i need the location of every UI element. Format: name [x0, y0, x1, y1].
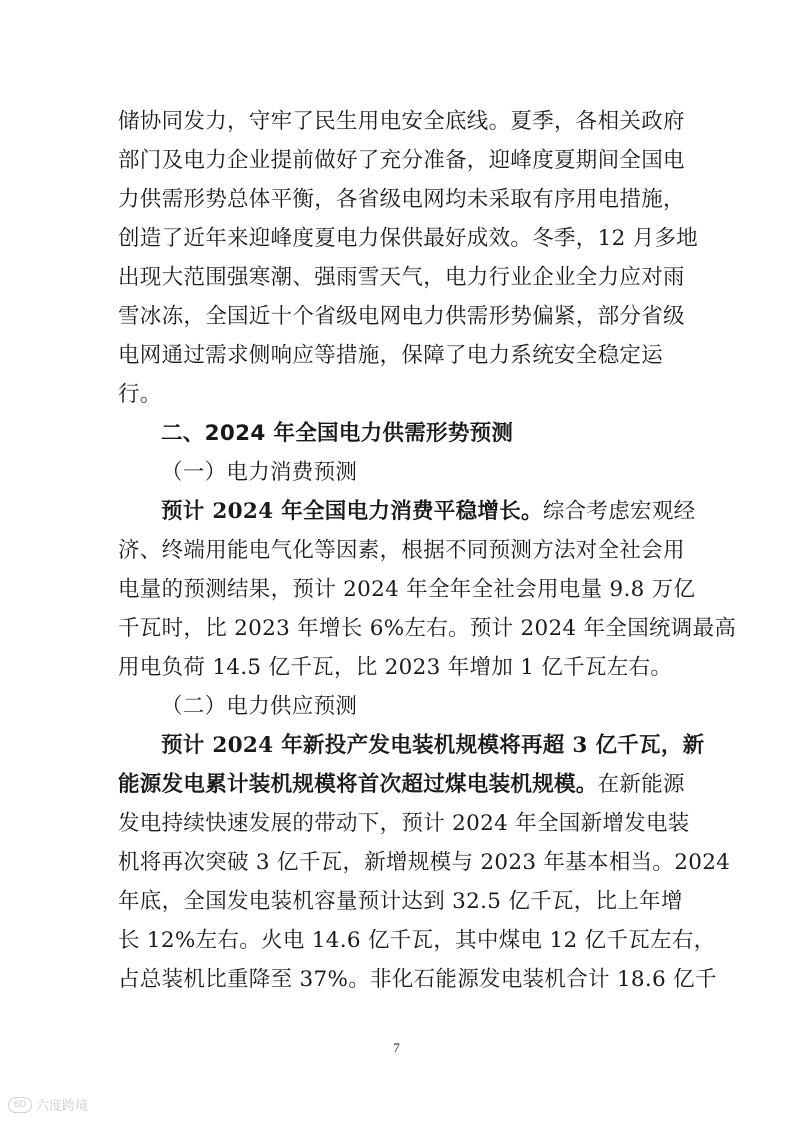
subsection-heading-supply: （二）电力供应预测	[161, 694, 358, 719]
text-fragment: 综合考虑宏观经	[542, 499, 696, 524]
text-line: 出现大范围强寒潮、强雨雪天气，电力行业企业全力应对雨	[118, 265, 685, 290]
text-line: 发电持续快速发展的带动下，预计 2024 年全国新增发电装	[118, 811, 690, 836]
text-line: 部门及电力企业提前做好了充分准备，迎峰度夏期间全国电	[118, 148, 685, 173]
text-line: 电量的预测结果，预计 2024 年全年全社会用电量 9.8 万亿	[118, 577, 696, 602]
text-line: 用电负荷 14.5 亿千瓦，比 2023 年增加 1 亿千瓦左右。	[118, 655, 673, 680]
page-number: 7	[393, 1040, 400, 1055]
key-finding-supply: 预计 2024 年新投产发电装机规模将再超 3 亿千瓦，新	[161, 733, 705, 758]
key-finding-consumption: 预计 2024 年全国电力消费平稳增长。	[161, 499, 543, 524]
text-line: 长 12%左右。火电 14.6 亿千瓦，其中煤电 12 亿千瓦左右，	[118, 928, 716, 953]
text-line	[118, 492, 696, 531]
key-finding-supply-cont: 能源发电累计装机规模将首次超过煤电装机规模。	[118, 772, 598, 797]
text-line: 千瓦时，比 2023 年增长 6%左右。预计 2024 年全国统调最高	[118, 616, 737, 641]
text-line: 创造了近年来迎峰度夏电力保供最好成效。冬季，12 月多地	[118, 226, 699, 251]
text-line: 雪冰冻，全国近十个省级电网电力供需形势偏紧，部分省级	[118, 304, 685, 329]
section-heading: 二、2024 年全国电力供需形势预测	[161, 421, 514, 446]
text-fragment: 在新能源	[597, 772, 685, 797]
watermark	[8, 1095, 88, 1114]
watermark-logo-icon: 6D	[8, 1097, 32, 1113]
text-line: 电网通过需求侧响应等措施，保障了电力系统安全稳定运	[118, 343, 664, 368]
text-line	[118, 765, 685, 804]
text-line: 机将再次突破 3 亿千瓦，新增规模与 2023 年基本相当。2024	[118, 850, 731, 875]
text-line: 年底，全国发电装机容量预计达到 32.5 亿千瓦，比上年增	[118, 889, 683, 914]
subsection-heading-consumption: （一）电力消费预测	[161, 460, 358, 485]
text-line: 储协同发力，守牢了民生用电安全底线。夏季，各相关政府	[118, 109, 685, 134]
text-line: 济、终端用能电气化等因素，根据不同预测方法对全社会用	[118, 538, 685, 563]
paragraph-power-supply-summary	[118, 102, 737, 999]
watermark-text: 六度跨境	[36, 1099, 89, 1114]
text-line: 行。	[118, 382, 162, 407]
text-line: 占总装机比重降至 37%。非化石能源发电装机合计 18.6 亿千	[118, 967, 717, 992]
text-line: 力供需形势总体平衡，各省级电网均未采取有序用电措施，	[118, 187, 685, 212]
